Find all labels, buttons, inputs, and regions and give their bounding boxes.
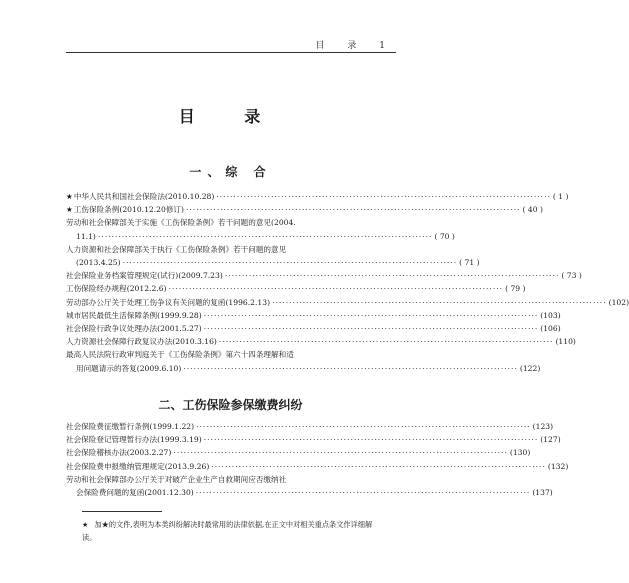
- toc-entry[interactable]: [66, 460, 569, 473]
- toc-entry[interactable]: [66, 473, 396, 486]
- toc-entry[interactable]: [66, 420, 554, 433]
- dot-leader: ··································································································: [183, 363, 518, 373]
- dot-leader: ··································································································: [203, 310, 539, 320]
- toc-entry-page: ( 73 ): [561, 271, 582, 281]
- toc-entry-page: ( 71 ): [459, 258, 480, 268]
- running-head: 目 录 1: [315, 41, 395, 51]
- toc-entry-title: 工伤保险条例(2010.12.20修订): [73, 205, 184, 215]
- toc-entry-page: ( 40 ): [522, 205, 543, 215]
- toc-entry[interactable]: [66, 446, 531, 459]
- toc-entry-title: 劳动部办公厅关于处理工伤争议有关问题的复函(1996.2.13): [66, 297, 271, 307]
- toc-section-general: [66, 190, 629, 375]
- dot-leader: ··································································································: [195, 488, 531, 498]
- toc-entry-title: 用问题请示的答复(2009.6.10): [76, 363, 182, 373]
- toc-entry-title: 劳动和社会保障部关于实施《工伤保险条例》若干问题的意见(2004.: [66, 218, 296, 228]
- section-title-payment-disputes: 二、工伤保险参保缴费纠纷: [158, 398, 303, 412]
- dot-leader: ··································································································: [168, 284, 504, 294]
- footnote-rule: [82, 511, 162, 512]
- toc-entry-page: (106): [540, 324, 561, 334]
- dot-leader: ··································································································: [216, 192, 551, 201]
- toc-entry-page: ( 70 ): [434, 231, 455, 241]
- toc-entry-page: (130): [509, 448, 531, 458]
- toc-entry-title: 11.1): [76, 231, 96, 241]
- toc-entry[interactable]: [66, 433, 561, 446]
- toc-entry-title: 城市居民最低生活保障条例(1999.9.28): [66, 310, 202, 320]
- toc-entry[interactable]: [66, 348, 396, 361]
- toc-entry-page: (137): [532, 488, 553, 498]
- toc-entry-title: 中华人民共和国社会保险法(2010.10.28): [73, 192, 215, 201]
- toc-entry-title: 工伤保险经办规程(2012.2.6): [66, 284, 167, 294]
- toc-entry[interactable]: [66, 269, 582, 282]
- toc-entry[interactable]: [66, 203, 543, 216]
- toc-entry-page: (110): [555, 337, 576, 347]
- toc-entry[interactable]: [66, 243, 396, 256]
- page-title: 目 录: [178, 107, 283, 126]
- toc-entry-title: 最高人民法院行政审判庭关于《工伤保险条例》第六十四条理解和适: [66, 350, 294, 360]
- toc-entry[interactable]: [66, 296, 629, 309]
- toc-entry[interactable]: [66, 282, 526, 295]
- toc-entry-page: ( 1 ): [552, 192, 569, 201]
- dot-leader: ··································································································: [185, 205, 521, 215]
- toc-entry[interactable]: [66, 256, 480, 269]
- star-icon: ★: [66, 192, 73, 201]
- dot-leader: ··································································································: [173, 448, 508, 458]
- dot-leader: ··································································································: [218, 337, 554, 347]
- toc-entry-title: 人力资源社会保障行政复议办法(2010.3.16): [66, 337, 217, 347]
- toc-entry-title: 社会保险费征缴暂行条例(1999.1.22): [66, 422, 195, 431]
- dot-leader: ··································································································: [203, 435, 539, 445]
- toc-entry-page: (123): [532, 422, 554, 431]
- toc-entry-page: (122): [519, 363, 541, 373]
- toc-entry[interactable]: [66, 190, 569, 203]
- toc-section-payment-disputes: [66, 420, 569, 499]
- dot-leader: ··································································································: [122, 258, 458, 268]
- toc-entry-title: 劳动和社会保障部办公厅关于对破产企业生产自救期间应否缴纳社: [66, 474, 287, 484]
- footnote-text: 加★的文件,表明为本类纠纷解决时最常用的法律依据,在正文中对相关重点条文作详细解读。: [82, 520, 373, 542]
- toc-entry[interactable]: [66, 335, 576, 348]
- header-rule: [66, 52, 396, 53]
- toc-entry-title: 人力资源和社会保障部关于执行《工伤保险条例》若干问题的意见: [66, 244, 287, 254]
- toc-entry-title: 会保险费问题的复函(2001.12.30): [76, 488, 194, 498]
- footnote: [82, 518, 382, 544]
- dot-leader: ··································································································: [203, 324, 539, 334]
- toc-entry[interactable]: [66, 322, 561, 335]
- toc-entry-page: ( 79 ): [505, 284, 526, 294]
- toc-entry-page: (102): [608, 297, 629, 307]
- toc-entry[interactable]: [66, 216, 396, 229]
- dot-leader: ··································································································: [97, 231, 433, 241]
- toc-entry[interactable]: [66, 362, 541, 375]
- star-icon: ★: [82, 520, 89, 529]
- dot-leader: ··································································································: [196, 422, 531, 431]
- dot-leader: ··································································································: [224, 271, 560, 281]
- toc-entry-title: 社会保险费申报缴纳管理规定(2013.9.26): [66, 461, 210, 471]
- toc-entry[interactable]: [66, 309, 561, 322]
- toc-entry-title: 社会保险登记管理暂行办法(1999.3.19): [66, 435, 202, 445]
- toc-entry-title: 社会保险稽核办法(2003.2.27): [66, 448, 172, 458]
- toc-entry-page: (103): [540, 310, 561, 320]
- dot-leader: ··································································································: [211, 461, 546, 471]
- toc-entry-title: 社会保险行政争议处理办法(2001.5.27): [66, 324, 202, 334]
- toc-entry[interactable]: [66, 486, 553, 499]
- toc-entry-page: (127): [540, 435, 561, 445]
- dot-leader: ··································································································: [272, 297, 607, 307]
- section-title-general: 一、综 合: [189, 165, 272, 179]
- star-icon: ★: [66, 205, 73, 215]
- toc-entry-page: (132): [547, 461, 569, 471]
- toc-entry[interactable]: [66, 230, 455, 243]
- toc-entry-title: (2013.4.25): [76, 258, 121, 268]
- toc-entry-title: 社会保险业务档案管理规定(试行)(2009.7.23): [66, 271, 223, 281]
